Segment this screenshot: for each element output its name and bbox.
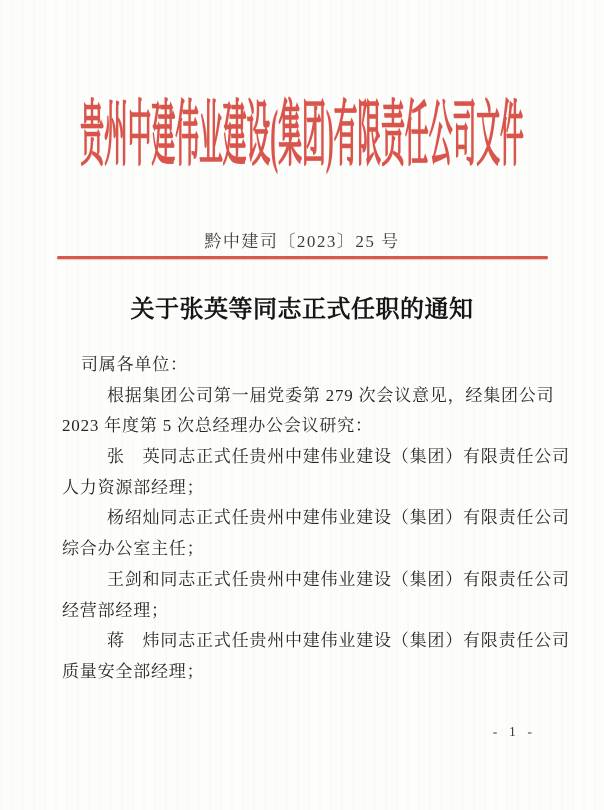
org-title-banner: 贵州中建伟业建设(集团)有限责任公司文件: [80, 95, 524, 175]
appointment-line: 人力资源部经理；: [62, 477, 205, 497]
appointment-line: 蒋 炜同志正式任贵州中建伟业建设（集团）有限责任公司: [107, 631, 570, 651]
document-number: 黔中建司〔2023〕25 号: [204, 232, 400, 251]
appointment-line: 张 英同志正式任贵州中建伟业建设（集团）有限责任公司: [107, 447, 570, 467]
appointment-line: 经营部经理；: [62, 600, 169, 620]
salutation-line: 司属各单位：: [81, 355, 188, 374]
appointment-line: 综合办公室主任；: [62, 539, 205, 559]
appointment-line: 王剑和同志正式任贵州中建伟业建设（集团）有限责任公司: [107, 569, 570, 589]
appointment-line: 杨绍灿同志正式任贵州中建伟业建设（集团）有限责任公司: [107, 508, 570, 528]
document-body: [62, 350, 570, 688]
page-number: - 1 -: [492, 725, 536, 740]
document-header: [0, 97, 604, 173]
document-title: 关于张英等同志正式任职的通知: [130, 297, 474, 323]
appointment-line: 质量安全部经理；: [62, 661, 205, 681]
body-line: 根据集团公司第一届党委第 279 次会议意见，经集团公司: [107, 385, 555, 405]
body-line: 2023 年度第 5 次总经理办公会议研究：: [62, 416, 373, 436]
red-divider-line: [57, 256, 548, 259]
